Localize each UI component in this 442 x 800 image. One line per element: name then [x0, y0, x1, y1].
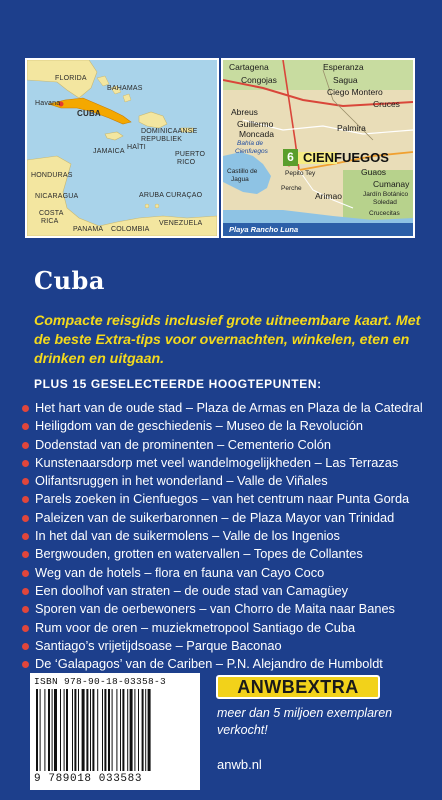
list-item-text: De ‘Galapagos’ van de Cariben – P.N. Alejandro de Humboldt: [35, 656, 383, 672]
list-item: [22, 417, 442, 435]
label-puerto-rico-1: PUERTO: [175, 151, 206, 158]
highlights-list: [22, 399, 442, 673]
label-honduras: HONDURAS: [31, 172, 73, 179]
city-castillo-1: Castillo de: [227, 168, 258, 175]
barcode-number: 9 789018 033583: [34, 773, 143, 785]
city-soledad: Soledad: [373, 199, 397, 206]
city-pepito-tey: Pepito Tey: [285, 170, 316, 177]
list-item: [22, 619, 442, 637]
bullet-icon: [22, 570, 29, 577]
list-item: [22, 472, 442, 490]
label-costa-rica-1: COSTA: [39, 210, 64, 217]
city-esperanza: Esperanza: [323, 62, 364, 72]
city-crucecitas: Crucecitas: [369, 210, 400, 217]
city-jardin-botanico: Jardín Botánico: [363, 191, 409, 198]
list-item: [22, 527, 442, 545]
list-item-text: Het hart van de oude stad – Plaza de Armas en Plaza de la Catedral: [35, 400, 423, 415]
label-cuba: CUBA: [77, 109, 101, 118]
cienfuegos-detail-map: [221, 58, 415, 238]
city-ciego-montero: Ciego Montero: [327, 87, 383, 97]
list-item-text: Kunstenaarsdorp met veel wandelmogelijkheden – Las Terrazas: [35, 454, 399, 470]
city-palmira: Palmira: [337, 123, 366, 133]
intro-text: Compacte reisgids inclusief grote uitneembare kaart. Met de beste Extra-tips voor overnachten, winkelen, eten en drinken en uitgaan.: [34, 313, 421, 367]
label-dominican-2: REPUBLIEK: [141, 136, 183, 143]
list-item: [22, 564, 442, 582]
barcode-panel: [30, 673, 200, 790]
bullet-icon: [22, 661, 29, 668]
beach-label: Playa Rancho Luna: [223, 223, 413, 236]
city-cienfuegos: CIENFUEGOS: [303, 150, 389, 165]
list-item: [22, 545, 442, 563]
sales-note: meer dan 5 miljoen exemplaren verkocht!: [217, 706, 393, 737]
website-link[interactable]: anwb.nl: [217, 757, 262, 772]
list-item: [22, 582, 442, 600]
label-venezuela: VENEZUELA: [159, 220, 203, 227]
city-moncada: Moncada: [239, 129, 274, 139]
bullet-icon: [22, 442, 29, 449]
city-sagua: Sagua: [333, 75, 358, 85]
label-florida: FLORIDA: [55, 75, 87, 82]
label-nicaragua: NICARAGUA: [35, 193, 79, 200]
list-item: [22, 600, 442, 618]
bullet-icon: [22, 515, 29, 522]
list-item-text: Een doolhof van straten – de oude stad van Camagüey: [35, 582, 349, 598]
barcode-image: [34, 689, 196, 773]
list-item-text: Heiligdom van de geschiedenis – Museo de la Revolución: [35, 418, 363, 434]
list-item: [22, 454, 442, 472]
isbn-text: ISBN 978-90-18-03358-3: [34, 676, 167, 687]
list-item-text: In het dal van de suikermolens – Valle de los Ingenios: [35, 528, 340, 544]
list-item-text: Dodenstad van de prominenten – Cementerio Colón: [35, 436, 331, 452]
list-item: [22, 655, 442, 673]
city-bahia-2: Cienfuegos: [235, 148, 268, 155]
bullet-icon: [22, 533, 29, 540]
list-item-text: Sporen van de oerbewoners – van Chorro de Maita naar Banes: [35, 601, 395, 617]
city-cumanay: Cumanay: [373, 179, 410, 189]
bullet-icon: [22, 478, 29, 485]
anwb-extra-logo: ANWBEXTRA: [216, 675, 380, 699]
list-item-text: Paleizen van de suikerbaronnen – de Plaza Mayor van Trinidad: [35, 509, 395, 525]
caribbean-overview-map: [25, 58, 219, 238]
label-colombia: COLOMBIA: [111, 226, 150, 233]
bullet-icon: [22, 460, 29, 467]
city-castillo-2: Jagua: [231, 176, 249, 183]
list-item-text: Weg van de hotels – flora en fauna van Cayo Coco: [35, 564, 325, 580]
list-item: [22, 436, 442, 454]
city-cartagena: Cartagena: [229, 62, 269, 72]
bullet-icon: [22, 625, 29, 632]
list-item: [22, 399, 442, 417]
label-bahamas: BAHAMAS: [107, 85, 143, 92]
label-puerto-rico-2: RICO: [177, 159, 196, 166]
list-item-text: Rum voor de oren – muziekmetropool Santiago de Cuba: [35, 619, 356, 635]
highlight-number-badge: 6: [283, 149, 298, 166]
label-panama: PANAMA: [73, 226, 104, 233]
city-bahia-1: Bahía de: [237, 140, 264, 147]
list-item: [22, 490, 442, 508]
city-congojas: Congojas: [241, 75, 277, 85]
label-havana: Havana: [35, 100, 61, 107]
city-guaos: Guaos: [361, 167, 387, 177]
list-item-text: Olifantsruggen in het wonderland – Valle de Viñales: [35, 473, 328, 489]
city-abreus: Abreus: [231, 107, 258, 117]
bullet-icon: [22, 496, 29, 503]
city-cruces: Cruces: [373, 99, 400, 109]
list-item-text: Santiago’s vrijetijdsoase – Parque Baconao: [35, 637, 282, 653]
label-dominican-1: DOMINICAANSE: [141, 128, 198, 135]
label-jamaica: JAMAICA: [93, 148, 125, 155]
bullet-icon: [22, 606, 29, 613]
bullet-icon: [22, 405, 29, 412]
bullet-icon: [22, 423, 29, 430]
city-guillermo: Guillermo: [237, 119, 274, 129]
label-haiti: HAÏTI: [127, 144, 146, 151]
label-aruba-curacao: ARUBA CURAÇAO: [139, 192, 203, 199]
city-perche: Perche: [281, 185, 302, 192]
label-costa-rica-2: RICA: [41, 218, 59, 225]
list-item: [22, 637, 442, 655]
bullet-icon: [22, 588, 29, 595]
city-arimao: Arimao: [315, 191, 342, 201]
highlights-heading: PLUS 15 GESELECTEERDE HOOGTEPUNTEN:: [34, 377, 322, 391]
list-item-text: Bergwouden, grotten en watervallen – Topes de Collantes: [35, 546, 363, 562]
list-item: [22, 509, 442, 527]
guide-title: Cuba: [34, 266, 105, 295]
bullet-icon: [22, 551, 29, 558]
bullet-icon: [22, 643, 29, 650]
list-item-text: Parels zoeken in Cienfuegos – van het centrum naar Punta Gorda: [35, 491, 410, 507]
